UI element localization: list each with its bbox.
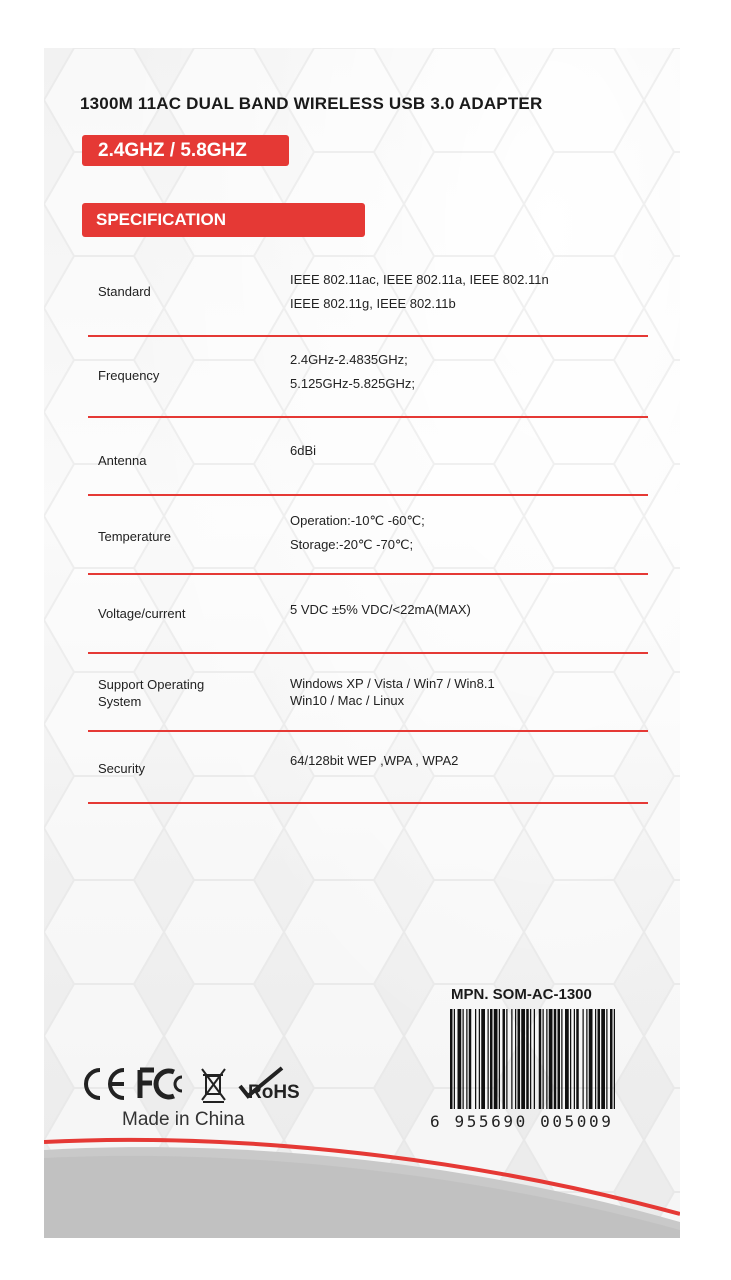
spec-label bbox=[98, 528, 171, 545]
barcode-bar bbox=[549, 1009, 553, 1109]
barcode-bar bbox=[546, 1009, 547, 1109]
barcode-bar bbox=[503, 1009, 506, 1109]
barcode-bar bbox=[543, 1009, 544, 1109]
barcode-bar bbox=[595, 1009, 596, 1109]
barcode-bar bbox=[574, 1009, 575, 1109]
spec-row bbox=[88, 418, 648, 496]
spec-value-line: Storage:-20℃ -70℃; bbox=[290, 537, 414, 552]
spec-value-line: Windows XP / Vista / Win7 / Win8.1 bbox=[290, 676, 495, 691]
spec-label-line: Temperature bbox=[98, 529, 171, 544]
spec-row bbox=[88, 337, 648, 418]
barcode-bar bbox=[494, 1009, 498, 1109]
barcode bbox=[448, 1009, 620, 1114]
barcode-bar bbox=[518, 1009, 521, 1109]
ce-mark-icon bbox=[86, 1070, 124, 1098]
barcode-bar bbox=[570, 1009, 571, 1109]
spec-value-line: Operation:-10℃ -60℃; bbox=[290, 513, 425, 528]
barcode-bar bbox=[475, 1009, 476, 1109]
spec-value-line: IEEE 802.11g, IEEE 802.11b bbox=[290, 296, 456, 311]
spec-label bbox=[98, 367, 159, 384]
weee-bin-icon bbox=[202, 1069, 225, 1102]
spec-label bbox=[98, 283, 151, 300]
packaging-card bbox=[44, 48, 680, 1238]
barcode-bar bbox=[511, 1009, 512, 1109]
barcode-bar bbox=[454, 1009, 455, 1109]
barcode-bar bbox=[606, 1009, 607, 1109]
spec-value-line: 5.125GHz-5.825GHz; bbox=[290, 376, 416, 391]
barcode-bar bbox=[565, 1009, 569, 1109]
spec-label bbox=[98, 676, 204, 710]
spec-value bbox=[290, 598, 471, 622]
barcode-bar bbox=[576, 1009, 579, 1109]
barcode-bar bbox=[539, 1009, 542, 1109]
certification-marks bbox=[82, 1064, 322, 1104]
spec-value bbox=[290, 675, 495, 709]
barcode-bar bbox=[614, 1009, 615, 1109]
spec-value-line: IEEE 802.11ac, IEEE 802.11a, IEEE 802.11n bbox=[290, 272, 549, 287]
barcode-bar bbox=[530, 1009, 531, 1109]
barcode-bar bbox=[521, 1009, 525, 1109]
barcode-bar bbox=[488, 1009, 489, 1109]
barcode-bar bbox=[561, 1009, 562, 1109]
barcode-bar bbox=[506, 1009, 507, 1109]
barcode-bar bbox=[450, 1009, 453, 1109]
specification-badge: SPECIFICATION bbox=[82, 203, 365, 237]
barcode-bar bbox=[499, 1009, 500, 1109]
barcode-bar bbox=[515, 1009, 516, 1109]
mpn-label: MPN. SOM-AC-1300 bbox=[451, 986, 592, 1003]
spec-value bbox=[290, 348, 415, 396]
product-title: 1300M 11AC DUAL BAND WIRELESS USB 3.0 ADAPTER bbox=[80, 94, 543, 113]
spec-row bbox=[88, 575, 648, 654]
spec-value-line: 64/128bit WEP ,WPA , WPA2 bbox=[290, 753, 459, 768]
made-in-label: Made in China bbox=[122, 1109, 245, 1130]
spec-label-line: Standard bbox=[98, 284, 151, 299]
barcode-bar bbox=[583, 1009, 584, 1109]
spec-label-line: Support Operating bbox=[98, 677, 205, 692]
barcode-bar bbox=[458, 1009, 462, 1109]
spec-value-line: 2.4GHz-2.4835GHz; bbox=[290, 352, 408, 367]
spec-row bbox=[88, 496, 648, 575]
spec-label-line: System bbox=[98, 694, 142, 709]
spec-row bbox=[88, 654, 648, 732]
barcode-bar bbox=[601, 1009, 605, 1109]
spec-value-line: Win10 / Mac / Linux bbox=[290, 693, 405, 708]
spec-row bbox=[88, 258, 648, 337]
spec-label bbox=[98, 452, 146, 469]
rohs-check-icon bbox=[240, 1068, 300, 1103]
barcode-bar bbox=[463, 1009, 464, 1109]
spec-value-line: 5 VDC ±5% VDC/<22mA(MAX) bbox=[290, 602, 471, 617]
spec-value bbox=[290, 268, 549, 316]
spec-label bbox=[98, 605, 185, 622]
barcode-number: 6 955690 005009 bbox=[430, 1112, 614, 1131]
barcode-bar bbox=[479, 1009, 480, 1109]
spec-row bbox=[88, 732, 648, 804]
spec-value bbox=[290, 439, 316, 463]
spec-label-line: Antenna bbox=[98, 453, 147, 468]
spec-value bbox=[290, 509, 425, 557]
fcc-mark-icon bbox=[140, 1070, 182, 1098]
barcode-bar bbox=[534, 1009, 535, 1109]
barcode-bar bbox=[481, 1009, 485, 1109]
barcode-bar bbox=[598, 1009, 601, 1109]
barcode-bar bbox=[554, 1009, 557, 1109]
decorative-wave bbox=[44, 1118, 680, 1238]
spec-value bbox=[290, 749, 458, 773]
spec-value-line: 6dBi bbox=[290, 443, 317, 458]
svg-text:RoHS: RoHS bbox=[248, 1082, 300, 1103]
spec-label-line: Security bbox=[98, 761, 145, 776]
spec-label-line: Frequency bbox=[98, 368, 160, 383]
barcode-bar bbox=[558, 1009, 561, 1109]
barcode-bar bbox=[526, 1009, 529, 1109]
barcode-bar bbox=[469, 1009, 472, 1109]
spec-label bbox=[98, 760, 145, 777]
barcode-bar bbox=[589, 1009, 593, 1109]
spec-label-line: Voltage/current bbox=[98, 606, 186, 621]
barcode-bar bbox=[610, 1009, 613, 1109]
barcode-bar bbox=[466, 1009, 467, 1109]
barcode-bar bbox=[490, 1009, 493, 1109]
frequency-badge: 2.4GHZ / 5.8GHZ bbox=[82, 135, 289, 166]
barcode-bar bbox=[586, 1009, 587, 1109]
